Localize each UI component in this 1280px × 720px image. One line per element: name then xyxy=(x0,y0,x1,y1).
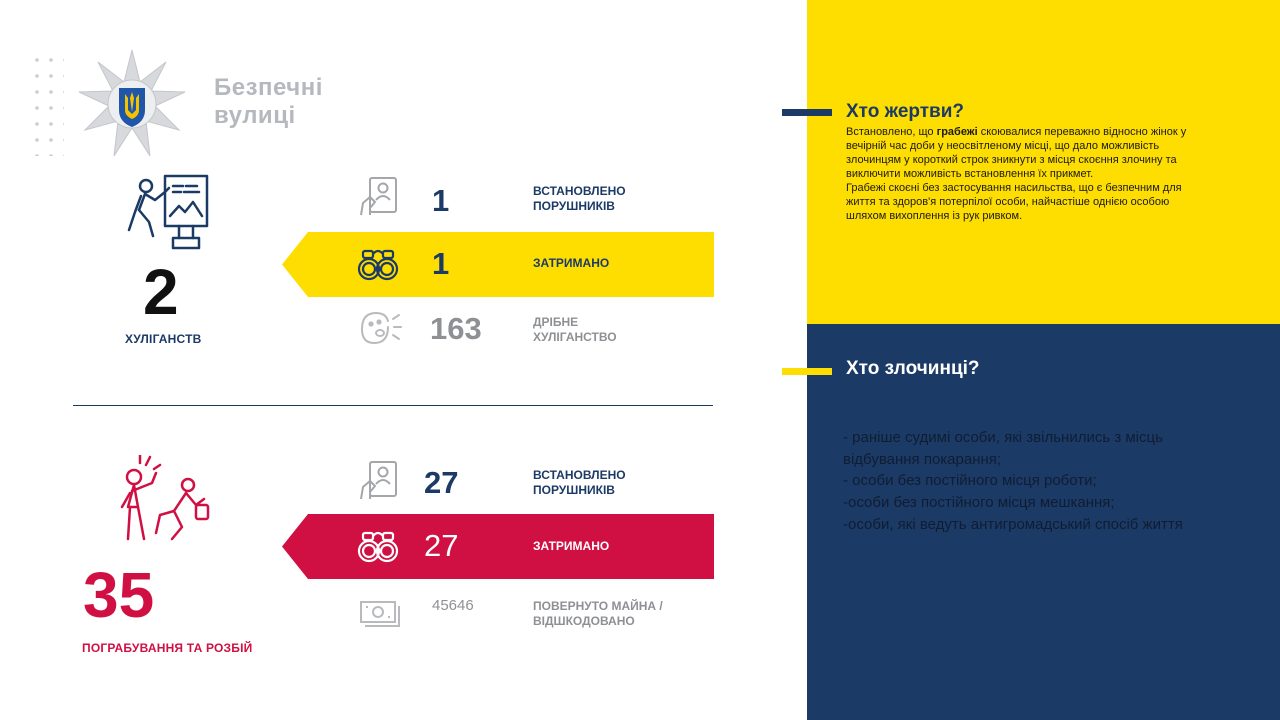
shouting-face-icon xyxy=(358,307,404,352)
robbery-detained-band xyxy=(282,514,714,579)
victims-paragraph-2: Грабежі скоєні без застосування насильства, що є безпечним для життя та здоров'я потерпілої особи, найчастіше однією особою шляхом вихоплення із рук ривком. xyxy=(846,182,1182,222)
police-star-emblem-icon xyxy=(75,48,189,162)
hooligan-identified-label xyxy=(533,184,626,214)
victims-text xyxy=(846,125,1198,223)
victims-title: Хто жертви? xyxy=(846,101,965,122)
robbery-returned-label-line2: ВІДШКОДОВАНО xyxy=(533,614,635,628)
hooligan-caption: ХУЛІГАНСТВ xyxy=(125,332,202,346)
decorative-dot-grid xyxy=(30,52,64,156)
robbery-detained-value: 27 xyxy=(424,528,459,563)
robbery-count: 35 xyxy=(83,559,155,631)
hooligan-detained-value: 1 xyxy=(432,246,450,281)
robbery-identified-label xyxy=(533,468,626,498)
identified-person-icon xyxy=(358,175,398,222)
criminals-accent-dash xyxy=(782,368,832,375)
hooligan-identified-label-line1: ВСТАНОВЛЕНО xyxy=(533,184,626,198)
criminals-list xyxy=(843,427,1203,536)
victims-paragraph-1 xyxy=(846,125,1198,181)
hooligan-petty-label-line1: ДРІБНЕ xyxy=(533,315,579,329)
hooligan-petty-label-line2: ХУЛІГАНСТВО xyxy=(533,330,617,344)
brand-title xyxy=(214,74,323,130)
handcuffs-icon xyxy=(356,524,400,573)
identified-person-icon xyxy=(358,459,398,506)
criminals-title: Хто злочинці? xyxy=(846,358,980,379)
brand-title-line1: Безпечні xyxy=(214,74,323,101)
robbery-returned-label xyxy=(533,599,663,629)
robbery-returned-value: 45646 xyxy=(432,597,474,614)
robbery-caption: ПОГРАБУВАННЯ ТА РОЗБІЙ xyxy=(82,641,253,655)
robbery-detained-label: ЗАТРИМАНО xyxy=(533,539,610,553)
criminals-item: - раніше судимі особи, які звільнились з місць відбування покарання; xyxy=(843,429,1163,468)
criminals-item: -особи без постійного місця мешкання; xyxy=(843,494,1115,512)
hooligan-identified-label-line2: ПОРУШНИКІВ xyxy=(533,199,615,213)
hooligan-petty-value: 163 xyxy=(430,311,482,346)
robbery-identified-value: 27 xyxy=(424,465,459,500)
hooligan-petty-label xyxy=(533,315,617,345)
hooligan-detained-label: ЗАТРИМАНО xyxy=(533,256,610,270)
criminals-item: - особи без постійного місця роботи; xyxy=(843,472,1097,490)
money-bills-icon xyxy=(358,598,402,635)
victims-p1-bold: грабежі xyxy=(936,126,978,138)
robbery-identified-label-line2: ПОРУШНИКІВ xyxy=(533,483,615,497)
robbery-assault-icon xyxy=(116,455,212,545)
robbery-returned-label-line1: ПОВЕРНУТО МАЙНА / xyxy=(533,599,663,613)
criminals-item: -особи, які ведуть антигромадський спосіб життя xyxy=(843,515,1183,533)
hooligan-count: 2 xyxy=(143,256,179,328)
victims-p1-before: Встановлено, що xyxy=(846,126,937,138)
hooligan-identified-value: 1 xyxy=(432,183,450,218)
robbery-identified-label-line1: ВСТАНОВЛЕНО xyxy=(533,468,626,482)
victims-p1-after: скоювалися переважно відносно жінок у вечірній час доби у неосвітленому місці, що дало можливість злочинцям у короткий строк зникнути з місця скоєння злочину та виключити можливість встановлення їх прикмет. xyxy=(846,126,1187,180)
brand-title-line2: вулиці xyxy=(214,102,296,129)
handcuffs-icon xyxy=(356,242,400,291)
vandal-graffiti-icon xyxy=(125,172,211,254)
section-divider xyxy=(73,405,713,406)
hooligan-detained-band xyxy=(282,232,714,297)
victims-accent-dash xyxy=(782,109,832,116)
